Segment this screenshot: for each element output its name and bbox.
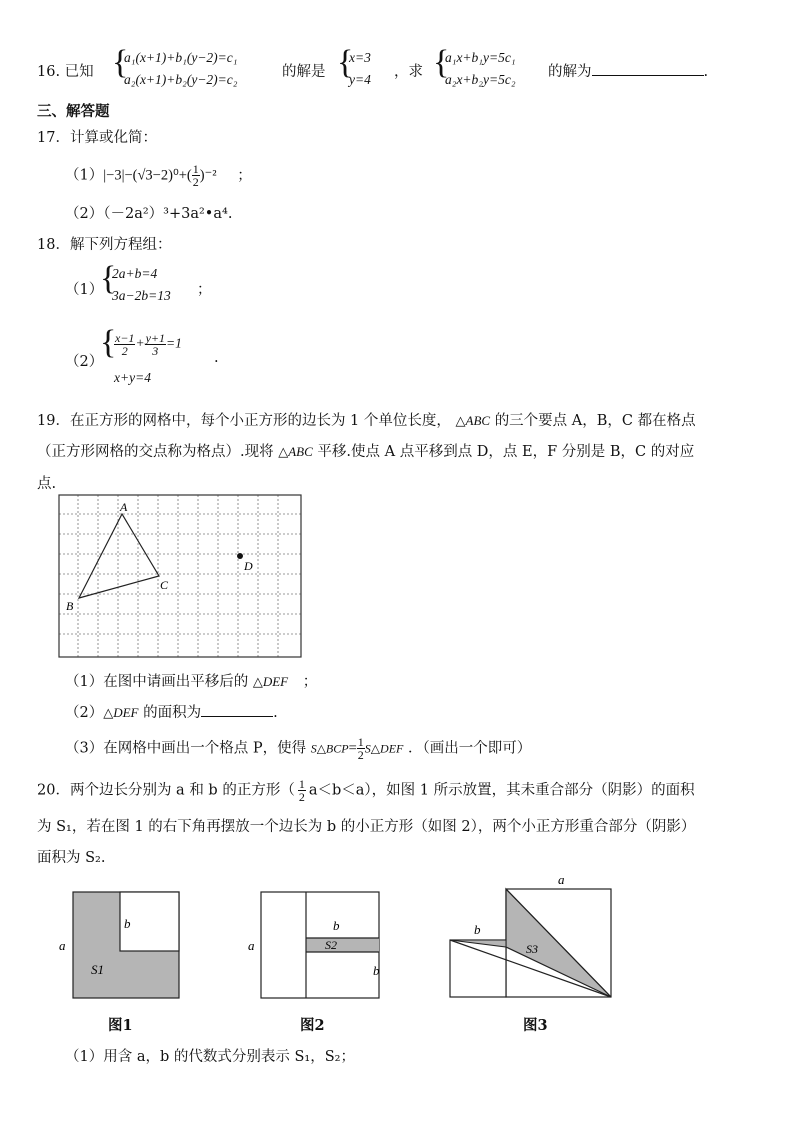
grid-lines <box>59 495 301 657</box>
fig2-label-a: a <box>248 938 255 953</box>
q16-number: 16. 已知 <box>37 64 94 80</box>
q16-system-1: { a₁(x+1)+b₁(y−2)=c₁ a₂(x+1)+b₂(y−2)=c₂ <box>112 44 238 87</box>
q20-figure-1 <box>55 888 185 1003</box>
q17-part2: （2）（－2a²）³+3a²•a⁴. <box>65 206 233 222</box>
q18-part1-end: ； <box>197 282 212 298</box>
q16-solution-is: 的解是 <box>282 64 326 80</box>
fig1-label-b: b <box>124 916 131 931</box>
q19-part2: （2）△DEF 的面积为 . <box>65 701 278 722</box>
fig1-label-a: a <box>59 938 66 953</box>
q20-figure-3 <box>440 870 620 1005</box>
q16-system-2: { x=3 y=4 <box>337 44 371 87</box>
q18-part2-eq2: x+y=4 <box>114 370 151 385</box>
q17-title: 17．计算或化简： <box>37 130 157 146</box>
q19-line3: 点. <box>37 476 57 492</box>
fig2-label-b-top: b <box>333 918 340 933</box>
q19-line2: （正方形网格的交点称为格点）.现将 △ABC 平移.使点 A 点平移到点 D，点 E，F 分别是 B，C 的对应 <box>37 444 695 460</box>
triangle-abc <box>79 514 159 598</box>
q16-solution-of: 的解为 . <box>548 60 708 81</box>
q18-part2-brace: { <box>100 324 117 361</box>
q20-line3: 面积为 S₂. <box>37 850 106 866</box>
square-b <box>450 940 506 997</box>
q16-answer-blank[interactable] <box>592 61 704 76</box>
q19-part1: （1）在图中请画出平移后的 △DEF ； <box>65 674 318 690</box>
fig2-label-s2: S2 <box>325 938 337 952</box>
q20-line1: 20．两个边长分别为 a 和 b 的正方形（ $\frac{1}{2}$ a＜b＜a），如图 1 所示放置，其未重合部分（阴影）的面积 <box>37 777 695 804</box>
q19-grid-figure <box>58 494 302 658</box>
q18-part2-end: . <box>214 350 219 366</box>
grid-border <box>59 495 301 657</box>
fig3-label-s3: S3 <box>526 942 538 956</box>
q19-line1: 19．在正方形的网格中，每个小正方形的边长为 1 个单位长度， △ABC 的三个要点 A，B，C 都在格点 <box>37 413 696 429</box>
fig3-label-b: b <box>474 922 481 937</box>
q19-area-blank[interactable] <box>201 702 273 717</box>
q20-part1: （1）用含 a，b 的代数式分别表示 S₁，S₂； <box>65 1049 355 1065</box>
q18-part1-system: { 2a+b=4 3a−2b=13 <box>100 260 171 303</box>
fig3-caption: 图3 <box>523 1017 548 1034</box>
fig1-label-s1: S1 <box>91 962 104 977</box>
q18-part1-label: （1） <box>65 282 104 298</box>
q16-system-3: { a₁x+b₁y=5c₁ a₂x+b₂y=5c₂ <box>433 44 516 87</box>
fig1-caption: 图1 <box>108 1017 133 1034</box>
q16-find: ，求 <box>394 64 423 80</box>
fig2-caption: 图2 <box>300 1017 325 1034</box>
point-d <box>237 553 243 559</box>
overlap-s2 <box>306 938 379 952</box>
fig3-label-a: a <box>558 872 565 887</box>
label-d: D <box>244 559 253 573</box>
label-a: A <box>120 500 128 514</box>
label-c: C <box>160 578 169 592</box>
q18-part2-eq1: $\frac{x-1}{2}$ + $\frac{y+1}{3}$ =1 <box>115 331 182 358</box>
label-b: B <box>66 599 74 613</box>
q19-part3: （3）在网格中画出一个格点 P，使得 S△BCP= $\frac{1}{2}$ S△DEF ．（画出一个即可） <box>65 735 532 762</box>
q20-line2: 为 S₁，若在图 1 的右下角再摆放一个边长为 b 的小正方形（如图 2），两个小正方形重合部分（阴影） <box>37 819 696 835</box>
section-heading: 三、解答题 <box>37 103 110 120</box>
q18-title: 18．解下列方程组： <box>37 237 172 253</box>
q20-figure-2 <box>243 888 393 1003</box>
fig2-label-b-right: b <box>373 963 380 978</box>
q18-part2-label: （2） <box>65 354 104 370</box>
q17-part1: （1）|−3|−(√3−2)⁰+( $\frac{1}{2}$ )⁻² ； <box>65 162 252 189</box>
